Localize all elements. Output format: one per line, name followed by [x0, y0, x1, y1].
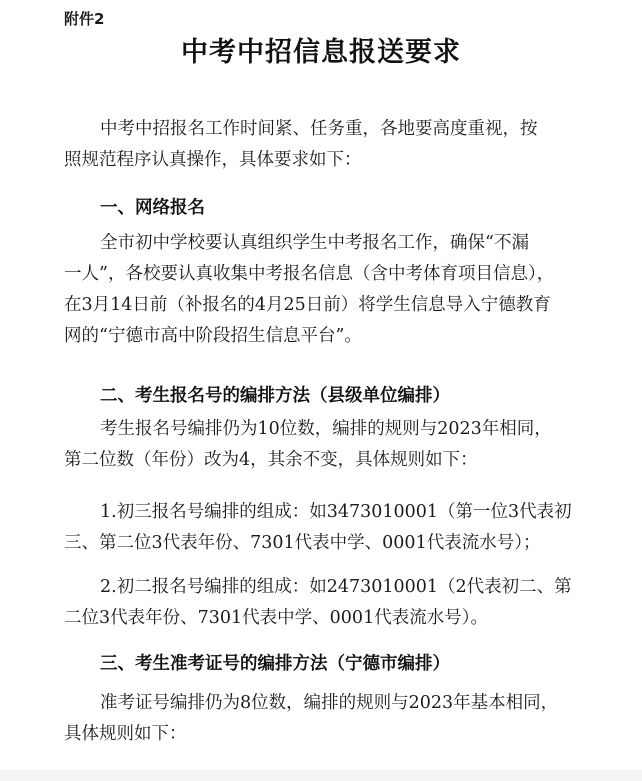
paragraph-line: 准考证号编排仍为8位数，编排的规则与2023年基本相同， [100, 693, 559, 713]
page-bottom-edge [0, 770, 642, 781]
section3-paragraph [64, 688, 594, 750]
paragraph-line: 三、第二位3代表年份、7301代表中学、0001代表流水号）； [64, 533, 541, 553]
section-heading-network-registration: 一、网络报名 [100, 198, 205, 218]
paragraph-line: 中考中招报名工作时间紧、任务重，各地要高度重视，按 [100, 119, 538, 139]
paragraph-line: 在3月14日前（补报名的4月25日前）将学生信息导入宁德教育 [64, 295, 551, 315]
paragraph-line: 具体规则如下： [64, 724, 187, 744]
paragraph-line: 照规范程序认真操作，具体要求如下： [64, 150, 362, 170]
paragraph-line: 考生报名号编排仍为10位数，编排的规则与2023年相同， [100, 419, 552, 439]
attachment-label: 附件2 [64, 10, 105, 28]
section2-item-2 [64, 572, 594, 634]
paragraph-line: 网的“宁德市高中阶段招生信息平台”。 [64, 326, 362, 346]
paragraph-line: 1.初三报名号编排的组成：如3473010001（第一位3代表初 [100, 502, 572, 522]
section1-paragraph [64, 228, 594, 352]
section-heading-registration-number: 二、考生报名号的编排方法（县级单位编排） [100, 386, 450, 406]
section-heading-admission-ticket-number: 三、考生准考证号的编排方法（宁德市编排） [100, 654, 450, 674]
paragraph-line: 2.初二报名号编排的组成：如2473010001（2代表初二、第 [100, 577, 572, 597]
intro-paragraph [64, 114, 594, 176]
paragraph-line: 二位3代表年份、7301代表中学、0001代表流水号）。 [64, 608, 488, 628]
document-title: 中考中招信息报送要求 [181, 37, 461, 68]
paragraph-line: 全市初中学校要认真组织学生中考报名工作，确保“不漏 [100, 233, 529, 253]
paragraph-line: 第二位数（年份）改为4，其余不变，具体规则如下： [64, 450, 478, 470]
section2-paragraph [64, 414, 594, 476]
paragraph-line: 一人”，各校要认真收集中考报名信息（含中考体育项目信息）， [64, 264, 555, 284]
section2-item-1 [64, 497, 594, 559]
